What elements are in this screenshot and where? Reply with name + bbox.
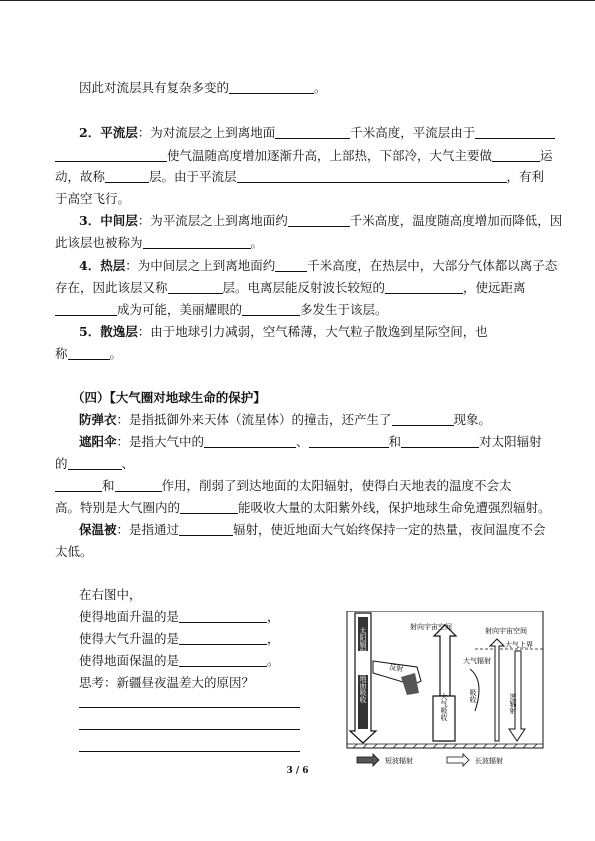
- ground-hatch: [347, 744, 543, 748]
- text: 对太阳辐射: [479, 434, 542, 449]
- term-title: 防弹衣: [79, 412, 117, 427]
- item-title: 热层: [100, 258, 126, 273]
- quilt-line-1: [79, 521, 546, 539]
- item-number: 2．: [79, 125, 101, 140]
- text: 千米高度，平流层由于: [350, 125, 476, 140]
- text: 因此对流层具有复杂多变的: [79, 80, 230, 95]
- text: 在右图中，: [79, 587, 142, 602]
- text: 和: [102, 478, 115, 493]
- text: 使得大气升温的是: [79, 631, 180, 646]
- blank[interactable]: [168, 280, 223, 294]
- exosphere-line-2: [55, 345, 122, 363]
- top-rule: [0, 0, 595, 1]
- text: ：为对流层之上到离地面: [137, 125, 276, 140]
- text: ：是指通过: [116, 522, 180, 537]
- text: 。: [314, 80, 327, 95]
- legend-long-icon: [447, 754, 469, 766]
- stratosphere-line-2: [55, 147, 553, 165]
- text: 。: [109, 346, 123, 361]
- legend-short-icon: [357, 754, 379, 766]
- text: ，: [267, 609, 280, 624]
- blank[interactable]: [68, 346, 110, 360]
- absorb-label: 吸收: [469, 689, 477, 703]
- text: 成为可能，美丽耀眼的: [117, 302, 243, 317]
- blank[interactable]: [385, 280, 463, 294]
- blank[interactable]: [179, 609, 267, 623]
- umbrella-line-4: [55, 499, 551, 517]
- answer-line[interactable]: [79, 729, 300, 730]
- quilt-line-2: [55, 543, 93, 561]
- item-title: 散逸层: [100, 324, 138, 339]
- blank[interactable]: [492, 148, 540, 162]
- atmosphere-heat-diagram: [345, 611, 545, 771]
- legend-long-label: 长波辐射: [475, 757, 503, 765]
- term-title: 遮阳伞: [79, 434, 117, 449]
- blank[interactable]: [275, 125, 350, 139]
- upper-boundary-label: 大气上界: [505, 641, 533, 649]
- text: ：是指大气中的: [116, 434, 205, 449]
- blank[interactable]: [275, 258, 307, 272]
- text: 于高空飞行。: [55, 191, 131, 206]
- text: 多发生于该层。: [300, 302, 388, 317]
- blank[interactable]: [288, 213, 350, 227]
- think-question: [79, 674, 254, 692]
- text: ，使远距离: [463, 280, 526, 295]
- text: 层。由于平流层: [149, 169, 237, 184]
- text: 和: [388, 434, 402, 449]
- text: 使得地面保温的是: [79, 653, 180, 668]
- text: 千米高度，在热层中，大部分气体都以离子态: [307, 258, 558, 273]
- reflect-label: 反射: [388, 663, 404, 674]
- question-1: [79, 608, 280, 626]
- page-number: 3 / 6: [286, 766, 309, 776]
- text: 。: [267, 653, 280, 668]
- umbrella-line-3: [55, 477, 512, 495]
- item-title: 平流层: [100, 125, 138, 140]
- blank[interactable]: [237, 169, 507, 183]
- blank[interactable]: [115, 478, 162, 492]
- questions-intro: [79, 586, 142, 604]
- text: 高。特别是大气圈内的: [55, 500, 181, 515]
- text: ，: [267, 631, 280, 646]
- blank[interactable]: [55, 302, 117, 316]
- question-2: [79, 630, 280, 648]
- text: 作用，削弱了到达地面的太阳辐射，使得白天地表的温度不会太: [161, 478, 512, 493]
- heading-text: （四）【大气圈对地球生命的保护】: [72, 390, 266, 405]
- text: ，有利: [506, 169, 545, 184]
- text: 称: [55, 346, 68, 361]
- answer-line[interactable]: [79, 707, 300, 708]
- text: 、: [296, 434, 309, 449]
- to-space-arrow-2: [490, 639, 504, 741]
- blank[interactable]: [204, 434, 296, 448]
- text: 动，故称: [55, 169, 106, 184]
- atm-radiation-label: 大气辐射: [463, 657, 491, 665]
- mesosphere-line-1: [79, 212, 562, 230]
- legend-short-label: 短波辐射: [385, 757, 413, 765]
- blank[interactable]: [475, 125, 555, 139]
- text: 使气温随高度增加逐渐升高，上部热，下部冷，大气主要做: [167, 148, 493, 163]
- blank[interactable]: [179, 653, 267, 667]
- thermosphere-line-1: [79, 257, 557, 275]
- blank[interactable]: [55, 478, 102, 492]
- question-3: [79, 652, 280, 670]
- text: ：由于地球引力减弱，空气稀薄，大气粒子散逸到星际空间，也: [137, 324, 488, 339]
- blank[interactable]: [143, 235, 251, 249]
- text: ：为中间层之上到离地面约: [125, 258, 276, 273]
- blank[interactable]: [392, 412, 454, 426]
- blank[interactable]: [401, 434, 479, 448]
- item-number: 4．: [79, 258, 101, 273]
- blank[interactable]: [309, 434, 389, 448]
- blank[interactable]: [179, 631, 267, 645]
- blank[interactable]: [229, 80, 314, 94]
- text: 存在，因此该层又称: [55, 280, 168, 295]
- blank[interactable]: [242, 302, 300, 316]
- stratosphere-line-3: [55, 168, 544, 186]
- umbrella-line-2: [55, 455, 134, 473]
- text: 太低。: [55, 544, 93, 559]
- item-number: 5．: [79, 324, 101, 339]
- stratosphere-line-1: [79, 124, 555, 142]
- blank[interactable]: [55, 148, 167, 162]
- to-space-label-1: 射向宇宙空间: [410, 623, 452, 631]
- ground-absorb-label: 地面吸收: [359, 675, 367, 703]
- text: 层。电离层能反射波长较短的: [222, 280, 386, 295]
- text: 使得地面升温的是: [79, 609, 180, 624]
- text: 思考：新疆昼夜温差大的原因？: [79, 675, 255, 690]
- to-space-label-2: 射向宇宙空间: [485, 627, 527, 635]
- thermosphere-line-3: [55, 301, 388, 319]
- text: 的: [55, 456, 68, 471]
- term-title: 保温被: [79, 522, 117, 537]
- blank[interactable]: [68, 456, 122, 470]
- text: 现象。: [453, 412, 492, 427]
- blank[interactable]: [179, 522, 233, 536]
- text: 千米高度，温度随高度增加而降低，因: [349, 213, 563, 228]
- item-number: 3．: [79, 213, 101, 228]
- blank[interactable]: [180, 500, 238, 514]
- text: ：为平流层之上到离地面约: [137, 213, 288, 228]
- solar-radiation-label: 太阳辐射: [359, 627, 367, 655]
- text: 、: [121, 456, 135, 471]
- counter-radiation-label: 逆辐射: [509, 693, 517, 714]
- text: 此该层也被称为: [55, 235, 143, 250]
- troposphere-tail: [79, 79, 327, 97]
- umbrella-line-1: [79, 433, 542, 451]
- text: 。: [250, 235, 264, 250]
- text: 运: [540, 148, 553, 163]
- answer-line[interactable]: [79, 751, 300, 752]
- ground-radiation-label: 大气吸收: [440, 693, 448, 721]
- text: 辐射，使近地面大气始终保持一定的热量，夜间温度不会: [233, 522, 546, 537]
- exosphere-line-1: [79, 323, 488, 341]
- mesosphere-line-2: [55, 234, 263, 252]
- text: 能吸收大量的太阳紫外线，保护地球生命免遭强烈辐射。: [238, 500, 551, 515]
- thermosphere-line-2: [55, 279, 526, 297]
- stratosphere-line-4: [55, 190, 130, 208]
- text: ：是指抵御外来天体（流星体）的撞击，还产生了: [116, 412, 392, 427]
- section-heading: [72, 389, 266, 407]
- item-title: 中间层: [100, 213, 138, 228]
- blank[interactable]: [105, 169, 149, 183]
- shield-line: [79, 411, 491, 429]
